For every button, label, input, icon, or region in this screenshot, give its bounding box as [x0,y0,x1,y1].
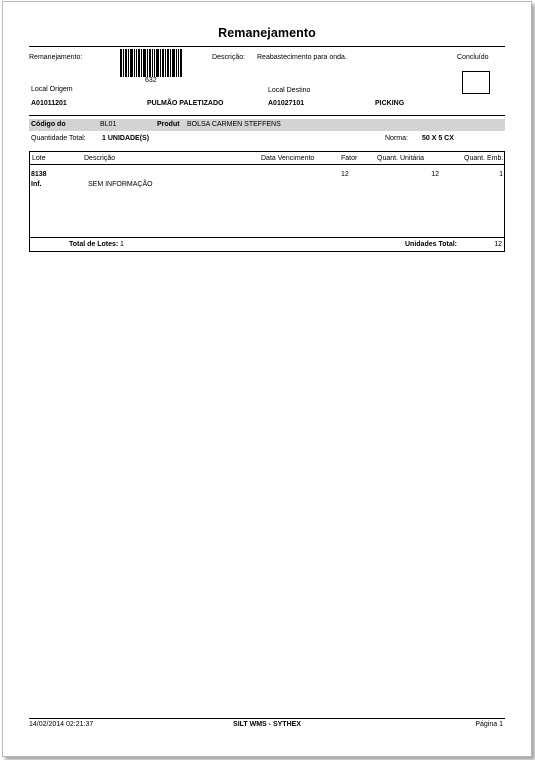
row-inf-label: Inf. [31,181,42,188]
row-lote: 8138 [31,171,47,178]
header-rule [30,164,504,165]
concluido-checkbox [462,71,490,94]
lot-table [29,151,505,252]
title-rule [29,46,505,47]
footer-page: Página 1 [475,721,503,728]
unidades-total-value: 12 [494,241,502,248]
descricao-label: Descrição: [212,54,246,61]
origem-name: PULMÃO PALETIZADO [147,100,224,107]
header-descricao: Descrição [84,155,116,162]
header-vencimento: Data Vencimento [261,155,315,162]
report-title: Remanejamento [218,26,316,40]
descricao-value: Reabastecimento para onda. [257,54,347,61]
report-page [2,1,532,757]
unidades-total-label: Unidades Total: [405,241,457,248]
totals-rule [30,237,504,238]
destino-code: A01027101 [268,100,305,107]
produto-label: Produt [157,121,180,128]
remanejamento-label: Remanejamento: [29,54,83,61]
quantidade-label: Quantidade Total: [31,135,86,142]
codigo-label: Código do [31,121,66,128]
destino-label: Local Destino [268,87,311,94]
destino-name: PICKING [375,100,405,107]
footer-rule [29,718,505,719]
row-quant-emb: 1 [499,171,503,178]
row-fator: 12 [341,171,349,178]
origem-code: A01011201 [31,100,67,107]
footer-timestamp: 14/02/2014 02:21:37 [29,721,94,728]
header-fator: Fator [341,155,358,162]
origem-label: Local Origem [31,86,73,93]
quantidade-value: 1 UNIDADE(S) [102,135,150,142]
footer-system: SILT WMS - SYTHEX [233,721,301,728]
section-rule [29,115,505,116]
produto-value: BOLSA CARMEN STEFFENS [187,121,281,128]
codigo-value: BL01 [100,121,117,128]
barcode-number: 632 [145,77,157,84]
header-quant-emb: Quant. Emb. [464,155,504,162]
row-quant-unitaria: 12 [431,171,439,178]
barcode-image [120,49,182,77]
total-lotes-label: Total de Lotes: [69,241,119,248]
header-lote: Lote [32,155,46,162]
norma-label: Norma: [385,135,408,142]
row-inf-value: SEM INFORMAÇÃO [88,181,153,188]
norma-value: 50 X 5 CX [422,135,454,142]
concluido-label: Concluído [457,54,489,61]
total-lotes-value: 1 [120,241,124,248]
header-quant-unitaria: Quant. Unitária [377,155,425,162]
